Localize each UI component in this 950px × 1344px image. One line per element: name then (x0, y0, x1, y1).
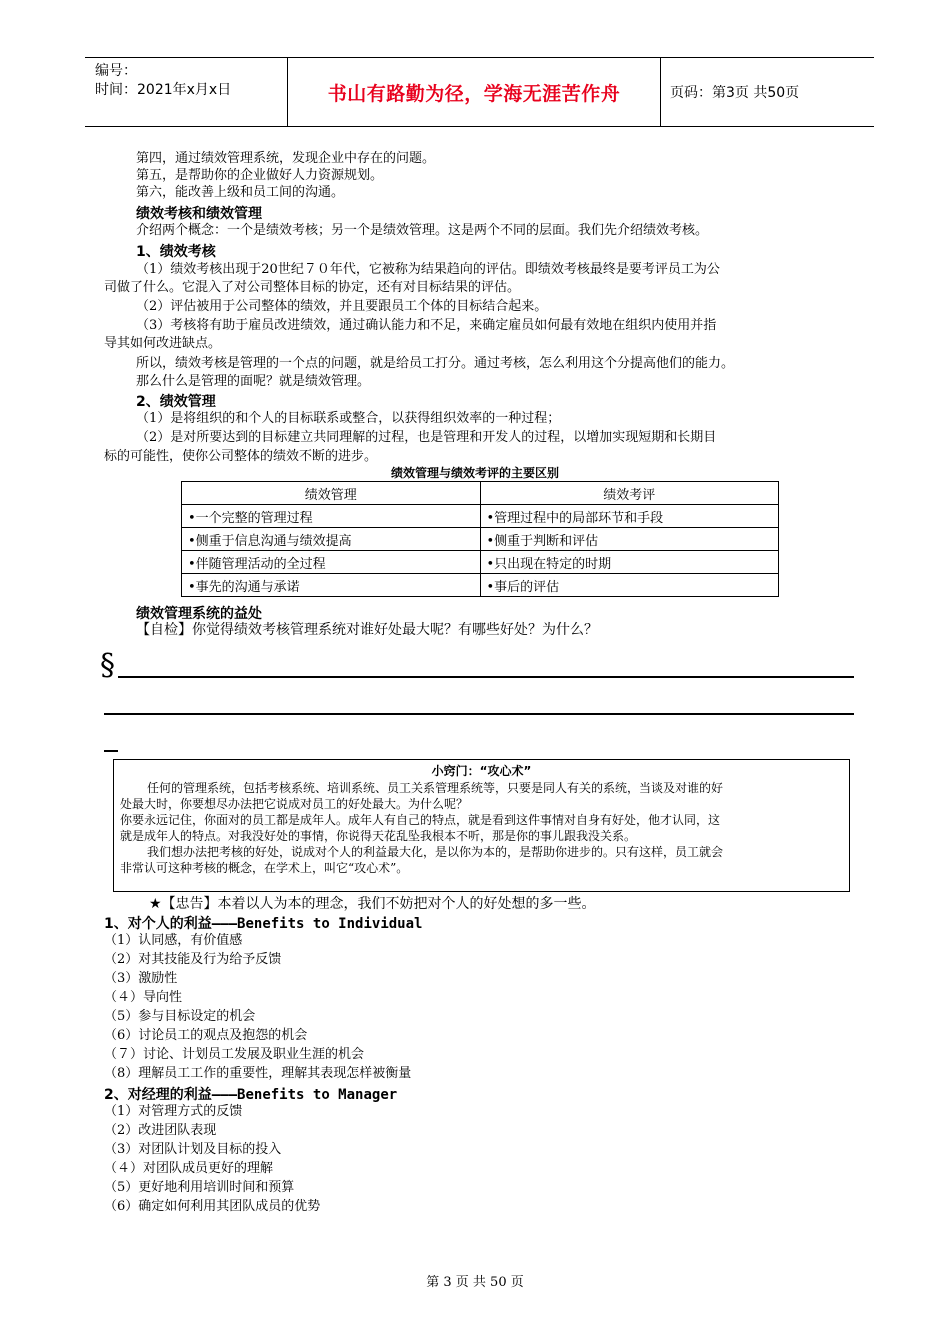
tip-box (113, 759, 850, 892)
list-item: （2）改进团队表现 (104, 1123, 217, 1138)
table-row (182, 574, 779, 597)
document-date: 时间：2021年x月x日 (95, 82, 232, 98)
manager-heading-en: ———Benefits to Manager (211, 1087, 398, 1103)
list-item: （７）讨论、计划员工发展及职业生涯的机会 (104, 1047, 365, 1062)
answer-line (104, 713, 854, 715)
intro-line: 第四，通过绩效管理系统，发现企业中存在的问题。 (136, 151, 436, 166)
tip-line: 处最大时，你要想尽办法把它说成对员工的好处最大。为什么呢？ (120, 797, 469, 811)
section-heading: 绩效考核和绩效管理 (136, 206, 262, 222)
motto: 书山有路勤为径，学海无涯苦作舟 (327, 82, 621, 105)
tip-title: 小窍门：“攻心术” (431, 764, 532, 778)
individual-heading (104, 913, 422, 933)
header-motto-cell (287, 58, 661, 126)
page-info: 页码：第3页 共50页 (670, 85, 800, 101)
tip-line: 任何的管理系统，包括考核系统、培训系统、员工关系管理系统等，只要是同人有关的系统，当谈及对谁的好 (147, 781, 724, 795)
section-mark: § (100, 648, 115, 683)
list-item: （1）认同感，有价值感 (104, 933, 243, 948)
paragraph-line: （1）是将组织的和个人的目标联系或整合，以获得组织效率的一种过程； (136, 411, 561, 426)
table-cell: •事后的评估 (480, 574, 779, 597)
paragraph-line: （2）是对所要达到的目标建立共同理解的过程，也是管理和开发人的过程，以增加实现短期和长期目 (136, 430, 717, 445)
subsection-heading: 2、绩效管理 (136, 394, 216, 410)
list-item: （2）对其技能及行为给予反馈 (104, 952, 282, 967)
manager-heading (104, 1084, 397, 1104)
header-page-cell (660, 58, 874, 126)
intro-line: 第六，能改善上级和员工间的沟通。 (136, 185, 345, 200)
table-cell: •只出现在特定的时期 (480, 551, 779, 574)
list-item: （3）激励性 (104, 971, 178, 986)
individual-heading-cn: 1、对个人的利益 (104, 916, 212, 932)
paragraph-line: （3）考核将有助于雇员改进绩效，通过确认能力和不足，来确定雇员如何最有效地在组织内使用并指 (136, 318, 717, 333)
section-heading: 绩效管理系统的益处 (136, 606, 262, 622)
column-header: 绩效管理 (182, 482, 481, 505)
intro-line: 第五，是帮助你的企业做好人力资源规划。 (136, 168, 384, 183)
tip-line: 我们想办法把考核的好处，说成对个人的利益最大化，是以你为本的，是帮助你进步的。只有这样，员工就会 (147, 845, 724, 859)
table-cell: •一个完整的管理过程 (182, 505, 481, 528)
column-header: 绩效考评 (480, 482, 779, 505)
paragraph-line: 那么什么是管理的面呢？就是绩效管理。 (136, 374, 371, 389)
list-item: （1）对管理方式的反馈 (104, 1104, 243, 1119)
table-row (182, 551, 779, 574)
page-header (85, 57, 874, 127)
table-cell: •侧重于判断和评估 (480, 528, 779, 551)
section-intro: 介绍两个概念：一个是绩效考核；另一个是绩效管理。这是两个不同的层面。我们先介绍绩效考核。 (136, 223, 709, 238)
tip-line: 你要永远记住，你面对的员工都是成年人。成年人有自己的特点，就是看到这件事情对自身有好处，他才认同，这 (120, 813, 721, 827)
comparison-table (181, 481, 779, 597)
advice-line: ★【忠告】本着以人为本的理念，我们不妨把对个人的好处想的多一些。 (149, 896, 596, 912)
answer-line (118, 676, 854, 678)
paragraph-line: 标的可能性，使你公司整体的绩效不断的进步。 (104, 449, 378, 464)
paragraph-line: （2）评估被用于公司整体的绩效，并且要跟员工个体的目标结合起来。 (136, 299, 548, 314)
table-cell: •事先的沟通与承诺 (182, 574, 481, 597)
individual-heading-en: ———Benefits to Individual (211, 916, 423, 932)
list-item: （４）导向性 (104, 990, 183, 1005)
self-check-question: 【自检】你觉得绩效考核管理系统对谁好处最大呢？有哪些好处？为什么？ (136, 622, 598, 638)
table-row (182, 505, 779, 528)
table-cell: •侧重于信息沟通与绩效提高 (182, 528, 481, 551)
subsection-heading: 1、绩效考核 (136, 244, 216, 260)
table-caption: 绩效管理与绩效考评的主要区别 (390, 466, 559, 480)
paragraph-line: 所以，绩效考核是管理的一个点的问题，就是给员工打分。通过考核，怎么利用这个分提高他们的能力。 (136, 356, 735, 371)
tip-line: 就是成年人的特点。对我没好处的事情，你说得天花乱坠我根本不听，那是你的事儿跟我没关系。 (120, 829, 637, 843)
paragraph-line: 司做了什么。它混入了对公司整体目标的协定，还有对目标结果的评估。 (104, 280, 521, 295)
list-item: （5）更好地利用培训时间和预算 (104, 1180, 295, 1195)
table-header-row (182, 482, 779, 505)
table-row (182, 528, 779, 551)
answer-line (104, 750, 118, 752)
list-item: （４）对团队成员更好的理解 (104, 1161, 274, 1176)
document-number-label: 编号： (95, 63, 137, 79)
list-item: （8）理解员工工作的重要性，理解其表现怎样被衡量 (104, 1066, 412, 1081)
list-item: （6）讨论员工的观点及抱怨的机会 (104, 1028, 308, 1043)
table-cell: •管理过程中的局部环节和手段 (480, 505, 779, 528)
manager-heading-cn: 2、对经理的利益 (104, 1087, 212, 1103)
header-meta (85, 58, 287, 126)
table-cell: •伴随管理活动的全过程 (182, 551, 481, 574)
paragraph-line: （1）绩效考核出现于20世纪７０年代，它被称为结果趋向的评估。即绩效考核最终是要考评员工为公 (136, 262, 720, 277)
list-item: （6）确定如何利用其团队成员的优势 (104, 1199, 321, 1214)
list-item: （3）对团队计划及目标的投入 (104, 1142, 282, 1157)
list-item: （5）参与目标设定的机会 (104, 1009, 256, 1024)
page-footer: 第 3 页 共 50 页 (426, 1275, 524, 1290)
tip-line: 非常认可这种考核的概念，在学术上，叫它“攻心术”。 (120, 861, 409, 875)
paragraph-line: 导其如何改进缺点。 (104, 336, 222, 351)
